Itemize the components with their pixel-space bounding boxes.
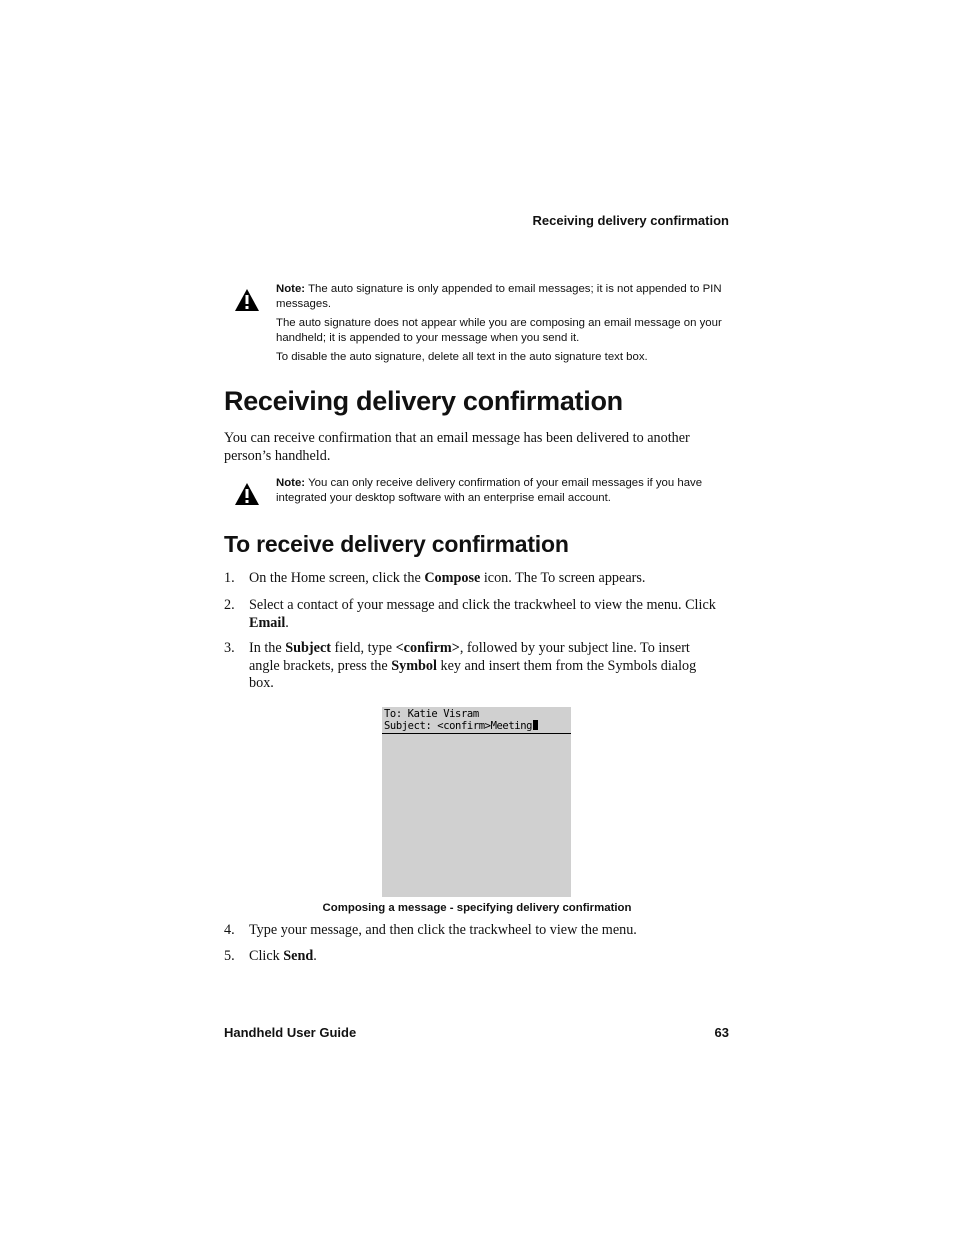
footer-title: Handheld User Guide <box>224 1025 357 1040</box>
step-keyword: Email <box>249 614 286 631</box>
section-intro: You can receive confirmation that an email message has been delivered to another person’s handheld. <box>224 430 690 464</box>
note-text: The auto signature is only appended to email messages; it is not appended to PIN messages. <box>276 283 722 310</box>
running-head: Receiving delivery confirmation <box>532 213 729 228</box>
step-text: In the <box>249 640 286 656</box>
step-text: On the Home screen, click the <box>249 570 425 586</box>
step-number: 3. <box>224 640 235 656</box>
step-keyword: Symbol <box>391 657 437 674</box>
note-text: You can only receive delivery confirmation of your email messages if you have integrated your desktop software with an enterprise email account. <box>276 477 703 504</box>
step-text: . <box>285 614 289 631</box>
step-keyword: Send <box>283 948 314 964</box>
note-paragraph <box>276 476 730 506</box>
note-label: Note: <box>276 283 306 295</box>
step-keyword: Compose <box>424 570 481 586</box>
subject-line <box>384 720 538 732</box>
step-text: key and insert them from the Symbols dialog box. <box>249 657 697 691</box>
step-text: field, type <box>330 640 396 656</box>
note-label: Note: <box>276 477 306 489</box>
subject-text: Subject: <confirm>Meeting <box>384 720 533 732</box>
step-text: icon. The To screen appears. <box>480 570 646 586</box>
step-text: Type your message, and then click the trackwheel to view the menu. <box>249 922 637 938</box>
step-text: . <box>313 948 317 964</box>
note-paragraph <box>276 282 730 312</box>
text-cursor <box>533 720 538 730</box>
note-paragraph: To disable the auto signature, delete all text in the auto signature text box. <box>276 351 648 363</box>
step-text: Select a contact of your message and click the trackwheel to view the menu. Click <box>249 597 716 613</box>
note-paragraph: The auto signature does not appear while you are composing an email message on your handheld; it is appended to your message when you send it. <box>276 317 722 344</box>
to-line: To: Katie Visram <box>384 708 479 720</box>
step-text: Click <box>249 948 284 964</box>
warning-icon <box>234 288 260 312</box>
figure-caption: Composing a message - specifying delivery confirmation <box>322 902 632 914</box>
step-number: 1. <box>224 570 235 586</box>
step-number: 2. <box>224 597 235 613</box>
handheld-compose-screenshot <box>382 707 571 897</box>
step-number: 5. <box>224 948 235 964</box>
procedure-title: To receive delivery confirmation <box>224 531 569 557</box>
step-keyword: <confirm> <box>395 640 460 656</box>
warning-icon <box>234 482 260 506</box>
header-divider <box>382 733 571 734</box>
section-title: Receiving delivery confirmation <box>224 386 623 416</box>
step-number: 4. <box>224 922 235 938</box>
step-keyword: Subject <box>285 640 331 656</box>
page-number: 63 <box>714 1025 729 1040</box>
step-text: , followed by your subject line. To insert angle brackets, press the <box>249 640 690 674</box>
